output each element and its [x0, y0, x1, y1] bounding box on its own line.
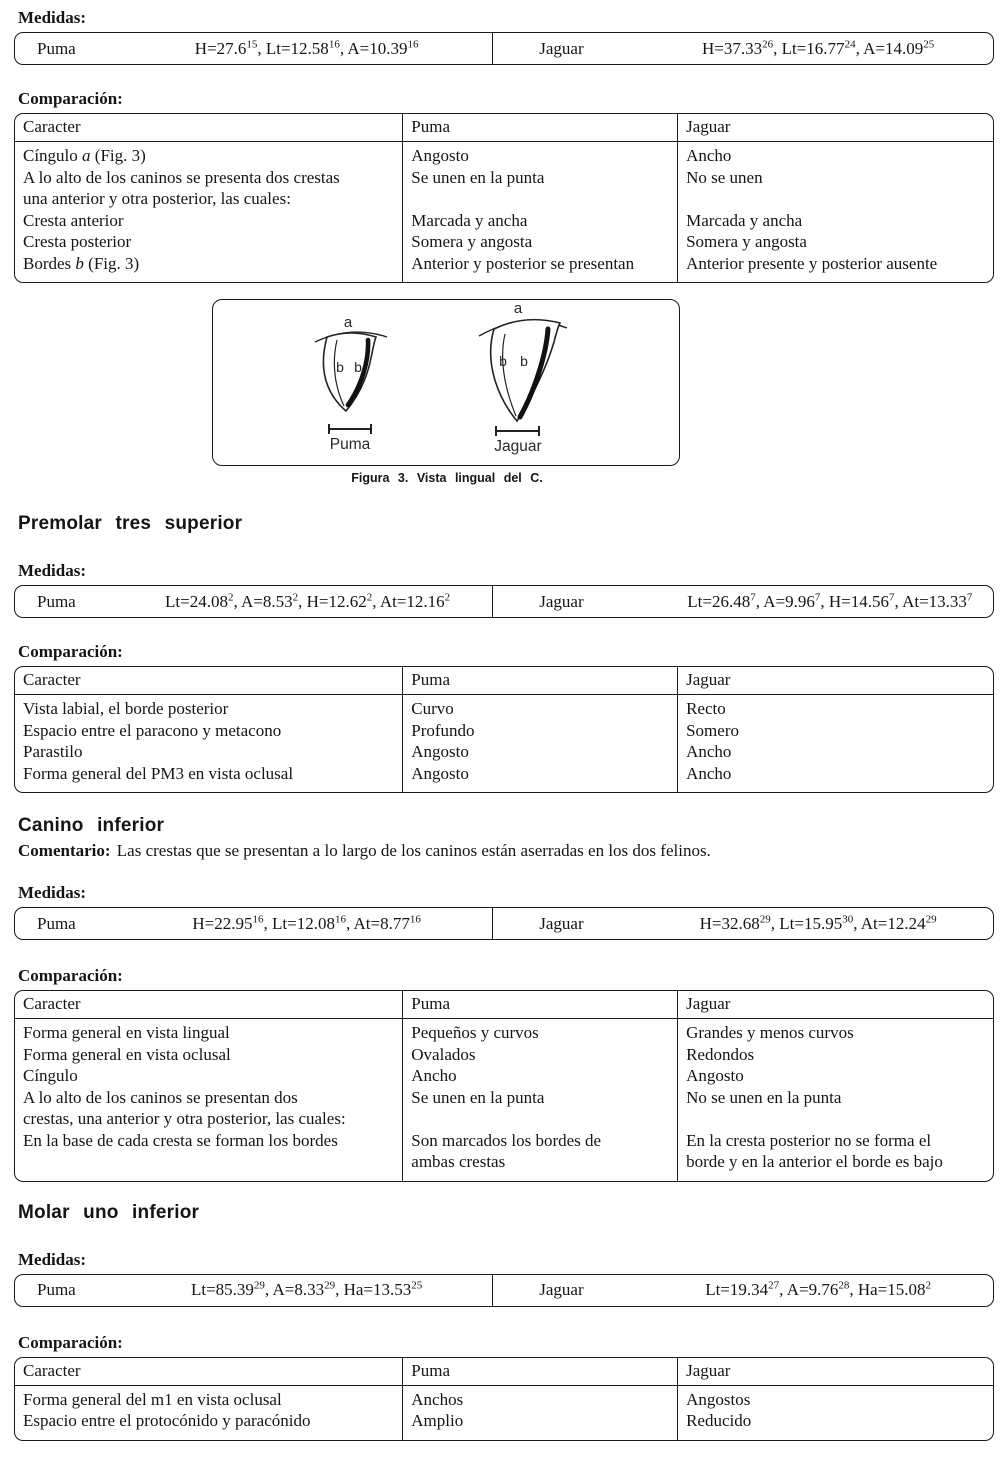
- column-header: Jaguar: [677, 114, 993, 142]
- comparacion-table-molar: [14, 1357, 994, 1441]
- table-row: [15, 741, 993, 763]
- header-row: [15, 667, 993, 695]
- medidas-cell: [492, 908, 993, 939]
- medidas-cell: [15, 908, 492, 939]
- measurement-values: $H=32.68^{29}$, $Lt=15.95^{30}$, $At=12.24^{29}$: [699, 912, 937, 933]
- cell: Espacio entre el paracono y metacono: [23, 720, 282, 740]
- section-canino-inferior: [14, 815, 994, 1182]
- cell: Parastilo: [23, 742, 83, 761]
- cell: Redondos: [677, 1044, 993, 1066]
- column-header: Puma: [402, 667, 677, 695]
- species-label: Jaguar: [539, 1280, 584, 1299]
- table-row: [15, 253, 993, 283]
- cell: Cíngulo a (Fig. 3): [23, 146, 146, 165]
- column-header: Caracter: [15, 1358, 402, 1386]
- comentario-text: Las crestas que se presentan a lo largo de los caninos están aserradas en los dos felinos.: [116, 841, 711, 860]
- cell: Se unen en la punta: [402, 167, 677, 210]
- cell: Son marcados los bordes de ambas crestas: [402, 1130, 677, 1181]
- species-label: Puma: [37, 1280, 76, 1299]
- medidas-label: Medidas:: [18, 8, 86, 27]
- comentario: [18, 841, 994, 861]
- measurement-values: $Lt=26.48^7$, $A=9.96^7$, $H=14.56^7$, $At=13.33^7$: [687, 590, 973, 611]
- cell: En la cresta posterior no se forma el borde y en la anterior el borde es bajo: [677, 1130, 993, 1181]
- column-header: Jaguar: [677, 991, 993, 1019]
- table-row: [15, 1410, 993, 1440]
- cell: Curvo: [402, 695, 677, 720]
- species-label: Puma: [37, 38, 76, 58]
- canine-teeth-drawing: [213, 300, 678, 464]
- cell: Anchos: [402, 1386, 677, 1411]
- column-header: Caracter: [15, 114, 402, 142]
- cell: Ancho: [677, 763, 993, 793]
- puma-label-b-left: b: [336, 359, 344, 375]
- figura-3: [212, 299, 682, 485]
- cell: Angosto: [402, 763, 677, 793]
- measurement-values: $H=22.95^{16}$, $Lt=12.08^{16}$, $At=8.77^{16}$: [192, 912, 421, 933]
- cell: A lo alto de los caninos se presenta dos crestas una anterior y otra posterior, las cuales:: [23, 167, 340, 208]
- cell: Amplio: [402, 1410, 677, 1440]
- section-premolar-tres-superior: [14, 513, 994, 793]
- column-header: Caracter: [15, 667, 402, 695]
- comentario-label: Comentario:: [18, 841, 111, 860]
- table-row: [15, 695, 993, 720]
- cell: Profundo: [402, 720, 677, 742]
- cell: Cíngulo: [23, 1066, 78, 1085]
- medidas-table-molar: [14, 1274, 994, 1307]
- cell: Marcada y ancha: [677, 210, 993, 232]
- cell: Forma general del PM3 en vista oclusal: [23, 763, 294, 783]
- table-row: [15, 1065, 993, 1087]
- cell: Ancho: [677, 741, 993, 763]
- cell: Anterior presente y posterior ausente: [677, 253, 993, 283]
- header-row: [15, 991, 993, 1019]
- cell: Reducido: [677, 1410, 993, 1440]
- medidas-cell: [15, 586, 492, 617]
- medidas-cell: [492, 586, 993, 617]
- measurement-values: $H=37.33^{26}$, $Lt=16.77^{24}$, $A=14.09^{25}$: [701, 37, 935, 58]
- cell: Cresta posterior: [23, 232, 132, 251]
- column-header: Puma: [402, 114, 677, 142]
- measurement-values: $Lt=24.08^2$, $A=8.53^2$, $H=12.62^2$, $At=12.16^2$: [165, 590, 451, 611]
- cell: Marcada y ancha: [402, 210, 677, 232]
- cell: Forma general del m1 en vista oclusal: [23, 1389, 282, 1409]
- table-row: [15, 1044, 993, 1066]
- comparacion-label: Comparación:: [18, 966, 123, 985]
- cell: Recto: [677, 695, 993, 720]
- comparacion-label: Comparación:: [18, 1332, 123, 1352]
- column-header: Jaguar: [677, 667, 993, 695]
- comparacion-label: Comparación:: [18, 642, 123, 661]
- medidas-cell: [15, 1275, 492, 1306]
- table-row: [15, 142, 993, 167]
- cell: No se unen: [677, 167, 993, 210]
- comparacion-label: Comparación:: [18, 89, 123, 108]
- species-label: Puma: [37, 591, 76, 611]
- cell: Forma general en vista oclusal: [23, 1044, 231, 1064]
- cell: Anterior y posterior se presentan: [402, 253, 677, 283]
- header-row: [15, 114, 993, 142]
- measurement-values: $Lt=85.39^{29}$, $A=8.33^{29}$, $Ha=13.53^{25}$: [190, 1279, 423, 1299]
- comparacion-table-canino-inferior: [14, 990, 994, 1182]
- table-row: [15, 167, 993, 210]
- cell: Se unen en la punta: [402, 1087, 677, 1130]
- cell: Forma general en vista lingual: [23, 1023, 230, 1042]
- cell: Vista labial, el borde posterior: [23, 699, 229, 718]
- species-label: Jaguar: [539, 591, 584, 611]
- cell: Somero: [677, 720, 993, 742]
- jaguar-label-b-right: b: [520, 353, 528, 369]
- species-label: Jaguar: [539, 913, 584, 933]
- table-row: [15, 1130, 993, 1181]
- puma-scale-bar: [329, 424, 371, 434]
- section-molar-uno-inferior: [14, 1202, 994, 1441]
- cell: Angosto: [402, 142, 677, 167]
- table-row: [15, 1019, 993, 1044]
- species-label: Puma: [37, 913, 76, 933]
- column-header: Puma: [402, 1358, 677, 1386]
- cell: Angosto: [677, 1065, 993, 1087]
- figura-3-caption: Figura 3. Vista lingual del C.: [351, 471, 543, 485]
- section-title-molar: Molar uno inferior: [18, 1201, 200, 1223]
- puma-figure-label: Puma: [329, 436, 371, 453]
- medidas-table-premolar: [14, 585, 994, 618]
- cell: Ancho: [402, 1065, 677, 1087]
- medidas-table-canino-superior: [14, 32, 994, 65]
- cell: En la base de cada cresta se forman los bordes: [23, 1130, 338, 1150]
- measurement-values: $H=27.6^{15}$, $Lt=12.58^{16}$, $A=10.39^{16}$: [194, 37, 419, 58]
- column-header: Caracter: [15, 991, 402, 1019]
- table-row: [15, 210, 993, 232]
- medidas-cell: [492, 33, 993, 64]
- section-title-premolar: Premolar tres superior: [18, 513, 243, 534]
- medidas-cell: [15, 33, 492, 64]
- jaguar-label-b-left: b: [499, 353, 507, 369]
- column-header: Puma: [402, 991, 677, 1019]
- medidas-label: Medidas:: [18, 1249, 86, 1269]
- cell: Bordes b (Fig. 3): [23, 253, 140, 273]
- figura-3-box: [212, 299, 680, 466]
- jaguar-scale-bar: [496, 426, 539, 436]
- cell: Angostos: [677, 1386, 993, 1411]
- table-row: [15, 1386, 993, 1411]
- medidas-label: Medidas:: [18, 883, 86, 902]
- cell: Angosto: [402, 741, 677, 763]
- cell: Somera y angosta: [402, 231, 677, 253]
- section-canino-superior: [14, 8, 994, 485]
- cell: Cresta anterior: [23, 210, 124, 230]
- jaguar-figure-label: Jaguar: [494, 438, 542, 455]
- header-row: [15, 1358, 993, 1386]
- measurement-values: $Lt=19.34^{27}$, $A=9.76^{28}$, $Ha=15.08^2$: [705, 1279, 932, 1299]
- cell: Grandes y menos curvos: [677, 1019, 993, 1044]
- puma-tooth-drawing: [315, 314, 387, 453]
- cell: Espacio entre el protocónido y paracónido: [23, 1411, 311, 1430]
- puma-label-b-right: b: [354, 359, 362, 375]
- puma-label-a: a: [343, 314, 353, 331]
- table-row: [15, 720, 993, 742]
- species-label: Jaguar: [539, 38, 584, 58]
- cell: No se unen en la punta: [677, 1087, 993, 1130]
- jaguar-tooth-drawing: [479, 300, 567, 455]
- section-title-canino-inferior: Canino inferior: [18, 815, 165, 836]
- cell: Ovalados: [402, 1044, 677, 1066]
- table-row: [15, 231, 993, 253]
- jaguar-label-a: a: [513, 300, 523, 317]
- medidas-label: Medidas:: [18, 561, 86, 580]
- column-header: Jaguar: [677, 1358, 993, 1386]
- medidas-cell: [492, 1275, 993, 1306]
- medidas-table-canino-inferior: [14, 907, 994, 940]
- table-row: [15, 763, 993, 793]
- table-row: [15, 1087, 993, 1130]
- comparacion-table-canino-superior: [14, 113, 994, 283]
- cell: Somera y angosta: [677, 231, 993, 253]
- comparacion-table-premolar: [14, 666, 994, 793]
- cell: Ancho: [677, 142, 993, 167]
- cell: Pequeños y curvos: [402, 1019, 677, 1044]
- cell: A lo alto de los caninos se presentan dos crestas, una anterior y otra posterior, las cuales:: [23, 1087, 346, 1128]
